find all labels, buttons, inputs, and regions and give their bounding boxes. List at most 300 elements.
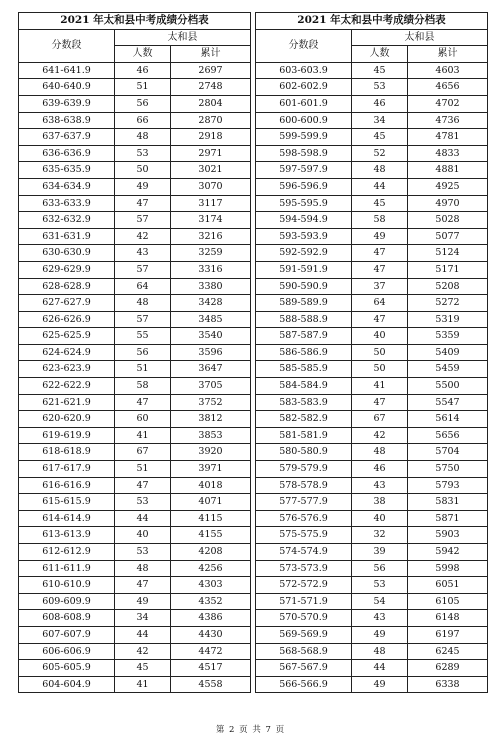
- cumulative-cell: 6197: [408, 626, 488, 643]
- cumulative-header: 累计: [408, 46, 488, 63]
- count-cell: 41: [115, 427, 171, 444]
- score-range-cell: 590-590.9: [256, 278, 352, 295]
- score-range-cell: 616-616.9: [19, 477, 115, 494]
- table-row: [19, 361, 251, 378]
- score-range-cell: 576-576.9: [256, 510, 352, 527]
- count-cell: 43: [352, 477, 408, 494]
- cumulative-cell: 5272: [408, 295, 488, 312]
- table-row: [19, 593, 251, 610]
- score-range-cell: 584-584.9: [256, 378, 352, 395]
- count-cell: 47: [352, 245, 408, 262]
- table-row: [256, 494, 488, 511]
- cumulative-cell: 3971: [171, 461, 251, 478]
- cumulative-cell: 3174: [171, 212, 251, 229]
- count-cell: 56: [115, 95, 171, 112]
- score-range-cell: 639-639.9: [19, 95, 115, 112]
- table-row: [256, 610, 488, 627]
- table-row: [19, 378, 251, 395]
- table-row: [256, 311, 488, 328]
- count-cell: 67: [115, 444, 171, 461]
- cumulative-cell: 4558: [171, 676, 251, 693]
- score-range-cell: 600-600.9: [256, 112, 352, 129]
- count-cell: 43: [352, 610, 408, 627]
- cumulative-cell: 5359: [408, 328, 488, 345]
- table-row: [19, 610, 251, 627]
- count-cell: 64: [115, 278, 171, 295]
- count-cell: 40: [352, 328, 408, 345]
- cumulative-cell: 2971: [171, 145, 251, 162]
- cumulative-cell: 6148: [408, 610, 488, 627]
- table-row: [19, 444, 251, 461]
- count-cell: 60: [115, 411, 171, 428]
- score-range-cell: 624-624.9: [19, 344, 115, 361]
- count-cell: 50: [115, 162, 171, 179]
- cumulative-cell: 5831: [408, 494, 488, 511]
- cumulative-cell: 4833: [408, 145, 488, 162]
- cumulative-cell: 4155: [171, 527, 251, 544]
- cumulative-cell: 3853: [171, 427, 251, 444]
- cumulative-cell: 5171: [408, 261, 488, 278]
- count-cell: 47: [115, 394, 171, 411]
- score-distribution-table: [255, 12, 488, 693]
- cumulative-cell: 5319: [408, 311, 488, 328]
- cumulative-cell: 5750: [408, 461, 488, 478]
- cumulative-cell: 4656: [408, 79, 488, 96]
- cumulative-cell: 5998: [408, 560, 488, 577]
- table-row: [256, 162, 488, 179]
- table-row: [256, 228, 488, 245]
- table-row: [19, 79, 251, 96]
- cumulative-cell: 2918: [171, 129, 251, 146]
- count-cell: 57: [115, 311, 171, 328]
- table-row: [19, 162, 251, 179]
- cumulative-cell: 3216: [171, 228, 251, 245]
- cumulative-cell: 3021: [171, 162, 251, 179]
- cumulative-cell: 4018: [171, 477, 251, 494]
- count-cell: 58: [115, 378, 171, 395]
- table-row: [256, 129, 488, 146]
- table-row: [256, 212, 488, 229]
- score-range-cell: 599-599.9: [256, 129, 352, 146]
- cumulative-cell: 5871: [408, 510, 488, 527]
- score-range-cell: 614-614.9: [19, 510, 115, 527]
- count-cell: 50: [352, 361, 408, 378]
- table-row: [256, 195, 488, 212]
- score-range-cell: 628-628.9: [19, 278, 115, 295]
- table-row: [19, 626, 251, 643]
- count-header: 人数: [115, 46, 171, 63]
- cumulative-cell: 5656: [408, 427, 488, 444]
- score-range-cell: 575-575.9: [256, 527, 352, 544]
- count-cell: 49: [115, 178, 171, 195]
- count-cell: 47: [115, 577, 171, 594]
- count-cell: 48: [352, 444, 408, 461]
- table-row: [19, 228, 251, 245]
- table-row: [256, 527, 488, 544]
- count-cell: 45: [352, 62, 408, 79]
- score-range-cell: 579-579.9: [256, 461, 352, 478]
- table-row: [19, 212, 251, 229]
- table-row: [19, 328, 251, 345]
- cumulative-cell: 3647: [171, 361, 251, 378]
- table-row: [19, 577, 251, 594]
- score-range-cell: 574-574.9: [256, 544, 352, 561]
- table-row: [256, 245, 488, 262]
- cumulative-cell: 6289: [408, 660, 488, 677]
- cumulative-cell: 5028: [408, 212, 488, 229]
- score-range-header: 分数段: [19, 29, 115, 62]
- cumulative-cell: 5124: [408, 245, 488, 262]
- table-row: [19, 195, 251, 212]
- table-row: [19, 394, 251, 411]
- count-cell: 52: [352, 145, 408, 162]
- table-row: [19, 461, 251, 478]
- cumulative-cell: 3920: [171, 444, 251, 461]
- table-row: [19, 112, 251, 129]
- score-range-cell: 634-634.9: [19, 178, 115, 195]
- score-range-cell: 631-631.9: [19, 228, 115, 245]
- cumulative-cell: 3485: [171, 311, 251, 328]
- score-range-cell: 585-585.9: [256, 361, 352, 378]
- count-cell: 44: [115, 626, 171, 643]
- score-range-cell: 617-617.9: [19, 461, 115, 478]
- count-cell: 38: [352, 494, 408, 511]
- count-cell: 40: [352, 510, 408, 527]
- count-cell: 54: [352, 593, 408, 610]
- count-cell: 53: [352, 577, 408, 594]
- table-row: [256, 112, 488, 129]
- count-cell: 58: [352, 212, 408, 229]
- score-range-cell: 611-611.9: [19, 560, 115, 577]
- score-range-cell: 621-621.9: [19, 394, 115, 411]
- count-cell: 48: [115, 295, 171, 312]
- table-row: [19, 544, 251, 561]
- count-cell: 46: [352, 461, 408, 478]
- page-footer: 第 2 页 共 7 页: [215, 725, 286, 735]
- score-range-cell: 632-632.9: [19, 212, 115, 229]
- cumulative-cell: 4430: [171, 626, 251, 643]
- table-body: [19, 62, 251, 693]
- table-row: [19, 245, 251, 262]
- table-row: [256, 378, 488, 395]
- table-row: [19, 261, 251, 278]
- cumulative-cell: 4256: [171, 560, 251, 577]
- table-row: [256, 577, 488, 594]
- count-cell: 42: [115, 643, 171, 660]
- cumulative-cell: 4386: [171, 610, 251, 627]
- table-row: [256, 593, 488, 610]
- count-cell: 42: [352, 427, 408, 444]
- count-cell: 37: [352, 278, 408, 295]
- score-range-cell: 641-641.9: [19, 62, 115, 79]
- cumulative-cell: 4303: [171, 577, 251, 594]
- cumulative-cell: 3259: [171, 245, 251, 262]
- count-cell: 41: [352, 378, 408, 395]
- count-cell: 46: [352, 95, 408, 112]
- score-range-cell: 609-609.9: [19, 593, 115, 610]
- score-range-cell: 626-626.9: [19, 311, 115, 328]
- table-row: [256, 295, 488, 312]
- count-cell: 43: [115, 245, 171, 262]
- cumulative-cell: 5942: [408, 544, 488, 561]
- table-row: [19, 129, 251, 146]
- score-range-cell: 570-570.9: [256, 610, 352, 627]
- count-cell: 48: [352, 162, 408, 179]
- table-row: [19, 676, 251, 693]
- count-cell: 49: [115, 593, 171, 610]
- count-cell: 32: [352, 527, 408, 544]
- cumulative-cell: 5614: [408, 411, 488, 428]
- score-range-cell: 613-613.9: [19, 527, 115, 544]
- table-row: [256, 394, 488, 411]
- count-header: 人数: [352, 46, 408, 63]
- cumulative-cell: 5208: [408, 278, 488, 295]
- table-row: [256, 278, 488, 295]
- score-range-cell: 607-607.9: [19, 626, 115, 643]
- cumulative-cell: 6245: [408, 643, 488, 660]
- score-range-cell: 633-633.9: [19, 195, 115, 212]
- score-range-cell: 569-569.9: [256, 626, 352, 643]
- cumulative-cell: 5409: [408, 344, 488, 361]
- cumulative-cell: 2748: [171, 79, 251, 96]
- count-cell: 44: [352, 660, 408, 677]
- cumulative-cell: 4603: [408, 62, 488, 79]
- table-row: [256, 510, 488, 527]
- score-range-cell: 623-623.9: [19, 361, 115, 378]
- cumulative-cell: 5500: [408, 378, 488, 395]
- count-cell: 51: [115, 461, 171, 478]
- cumulative-cell: 6105: [408, 593, 488, 610]
- score-range-cell: 568-568.9: [256, 643, 352, 660]
- score-range-cell: 619-619.9: [19, 427, 115, 444]
- table-row: [256, 544, 488, 561]
- score-table-left: [18, 12, 250, 693]
- cumulative-cell: 4702: [408, 95, 488, 112]
- county-group-header: 太和县: [115, 29, 251, 46]
- count-cell: 45: [115, 660, 171, 677]
- cumulative-cell: 5704: [408, 444, 488, 461]
- score-range-cell: 627-627.9: [19, 295, 115, 312]
- score-range-cell: 603-603.9: [256, 62, 352, 79]
- cumulative-cell: 5459: [408, 361, 488, 378]
- count-cell: 42: [115, 228, 171, 245]
- cumulative-cell: 4781: [408, 129, 488, 146]
- table-row: [256, 660, 488, 677]
- table-title: 2021 年太和县中考成绩分档表: [19, 13, 251, 30]
- table-title: 2021 年太和县中考成绩分档表: [256, 13, 488, 30]
- cumulative-header: 累计: [171, 46, 251, 63]
- score-range-cell: 573-573.9: [256, 560, 352, 577]
- cumulative-cell: 3428: [171, 295, 251, 312]
- score-range-cell: 638-638.9: [19, 112, 115, 129]
- cumulative-cell: 5793: [408, 477, 488, 494]
- table-row: [256, 344, 488, 361]
- score-range-cell: 625-625.9: [19, 328, 115, 345]
- table-row: [19, 295, 251, 312]
- table-row: [256, 427, 488, 444]
- count-cell: 49: [352, 228, 408, 245]
- table-row: [19, 427, 251, 444]
- table-row: [19, 344, 251, 361]
- score-range-cell: 578-578.9: [256, 477, 352, 494]
- cumulative-cell: 6338: [408, 676, 488, 693]
- table-row: [256, 560, 488, 577]
- table-row: [256, 477, 488, 494]
- cumulative-cell: 4071: [171, 494, 251, 511]
- score-range-cell: 635-635.9: [19, 162, 115, 179]
- count-cell: 48: [115, 129, 171, 146]
- count-cell: 45: [352, 129, 408, 146]
- cumulative-cell: 3705: [171, 378, 251, 395]
- score-range-cell: 566-566.9: [256, 676, 352, 693]
- cumulative-cell: 4517: [171, 660, 251, 677]
- count-cell: 50: [352, 344, 408, 361]
- table-row: [19, 477, 251, 494]
- cumulative-cell: 3070: [171, 178, 251, 195]
- score-range-cell: 605-605.9: [19, 660, 115, 677]
- table-row: [256, 62, 488, 79]
- table-row: [256, 261, 488, 278]
- cumulative-cell: 2870: [171, 112, 251, 129]
- score-range-cell: 581-581.9: [256, 427, 352, 444]
- cumulative-cell: 6051: [408, 577, 488, 594]
- table-row: [19, 145, 251, 162]
- table-row: [256, 444, 488, 461]
- table-row: [19, 510, 251, 527]
- cumulative-cell: 2697: [171, 62, 251, 79]
- score-range-cell: 586-586.9: [256, 344, 352, 361]
- count-cell: 57: [115, 212, 171, 229]
- table-row: [19, 643, 251, 660]
- count-cell: 56: [352, 560, 408, 577]
- cumulative-cell: 3380: [171, 278, 251, 295]
- score-range-cell: 567-567.9: [256, 660, 352, 677]
- count-cell: 47: [352, 261, 408, 278]
- count-cell: 51: [115, 79, 171, 96]
- table-row: [256, 361, 488, 378]
- score-range-cell: 636-636.9: [19, 145, 115, 162]
- table-row: [256, 676, 488, 693]
- score-range-cell: 577-577.9: [256, 494, 352, 511]
- score-range-cell: 606-606.9: [19, 643, 115, 660]
- cumulative-cell: 4352: [171, 593, 251, 610]
- table-row: [19, 178, 251, 195]
- score-range-cell: 615-615.9: [19, 494, 115, 511]
- count-cell: 34: [352, 112, 408, 129]
- cumulative-cell: 4736: [408, 112, 488, 129]
- cumulative-cell: 3812: [171, 411, 251, 428]
- count-cell: 39: [352, 544, 408, 561]
- score-range-cell: 594-594.9: [256, 212, 352, 229]
- score-range-cell: 589-589.9: [256, 295, 352, 312]
- score-range-cell: 592-592.9: [256, 245, 352, 262]
- score-range-cell: 602-602.9: [256, 79, 352, 96]
- count-cell: 48: [115, 560, 171, 577]
- count-cell: 41: [115, 676, 171, 693]
- cumulative-cell: 3117: [171, 195, 251, 212]
- count-cell: 53: [115, 145, 171, 162]
- count-cell: 56: [115, 344, 171, 361]
- score-range-cell: 572-572.9: [256, 577, 352, 594]
- count-cell: 55: [115, 328, 171, 345]
- score-range-cell: 595-595.9: [256, 195, 352, 212]
- table-row: [256, 328, 488, 345]
- score-range-header: 分数段: [256, 29, 352, 62]
- score-range-cell: 629-629.9: [19, 261, 115, 278]
- table-row: [19, 278, 251, 295]
- count-cell: 44: [115, 510, 171, 527]
- count-cell: 47: [352, 311, 408, 328]
- table-row: [19, 660, 251, 677]
- cumulative-cell: 5903: [408, 527, 488, 544]
- score-range-cell: 610-610.9: [19, 577, 115, 594]
- table-row: [19, 95, 251, 112]
- table-row: [256, 95, 488, 112]
- count-cell: 47: [352, 394, 408, 411]
- score-range-cell: 571-571.9: [256, 593, 352, 610]
- cumulative-cell: 4115: [171, 510, 251, 527]
- count-cell: 34: [115, 610, 171, 627]
- table-row: [19, 411, 251, 428]
- score-distribution-table: [18, 12, 251, 693]
- table-row: [256, 461, 488, 478]
- cumulative-cell: 5077: [408, 228, 488, 245]
- cumulative-cell: 3596: [171, 344, 251, 361]
- count-cell: 48: [352, 643, 408, 660]
- cumulative-cell: 4970: [408, 195, 488, 212]
- table-row: [256, 643, 488, 660]
- table-row: [19, 62, 251, 79]
- cumulative-cell: 3316: [171, 261, 251, 278]
- cumulative-cell: 3752: [171, 394, 251, 411]
- table-row: [19, 494, 251, 511]
- count-cell: 53: [115, 544, 171, 561]
- count-cell: 47: [115, 195, 171, 212]
- score-table-right: [255, 12, 487, 693]
- table-row: [256, 145, 488, 162]
- score-range-cell: 630-630.9: [19, 245, 115, 262]
- cumulative-cell: 2804: [171, 95, 251, 112]
- cumulative-cell: 5547: [408, 394, 488, 411]
- score-range-cell: 593-593.9: [256, 228, 352, 245]
- count-cell: 40: [115, 527, 171, 544]
- score-range-cell: 587-587.9: [256, 328, 352, 345]
- score-range-cell: 597-597.9: [256, 162, 352, 179]
- count-cell: 49: [352, 626, 408, 643]
- count-cell: 44: [352, 178, 408, 195]
- score-range-cell: 582-582.9: [256, 411, 352, 428]
- count-cell: 67: [352, 411, 408, 428]
- score-range-cell: 608-608.9: [19, 610, 115, 627]
- cumulative-cell: 4881: [408, 162, 488, 179]
- score-range-cell: 612-612.9: [19, 544, 115, 561]
- count-cell: 57: [115, 261, 171, 278]
- score-range-cell: 618-618.9: [19, 444, 115, 461]
- count-cell: 49: [352, 676, 408, 693]
- score-range-cell: 637-637.9: [19, 129, 115, 146]
- count-cell: 46: [115, 62, 171, 79]
- table-row: [256, 411, 488, 428]
- score-range-cell: 596-596.9: [256, 178, 352, 195]
- score-range-cell: 604-604.9: [19, 676, 115, 693]
- cumulative-cell: 3540: [171, 328, 251, 345]
- count-cell: 64: [352, 295, 408, 312]
- score-range-cell: 620-620.9: [19, 411, 115, 428]
- score-range-cell: 601-601.9: [256, 95, 352, 112]
- score-range-cell: 591-591.9: [256, 261, 352, 278]
- count-cell: 66: [115, 112, 171, 129]
- table-row: [19, 527, 251, 544]
